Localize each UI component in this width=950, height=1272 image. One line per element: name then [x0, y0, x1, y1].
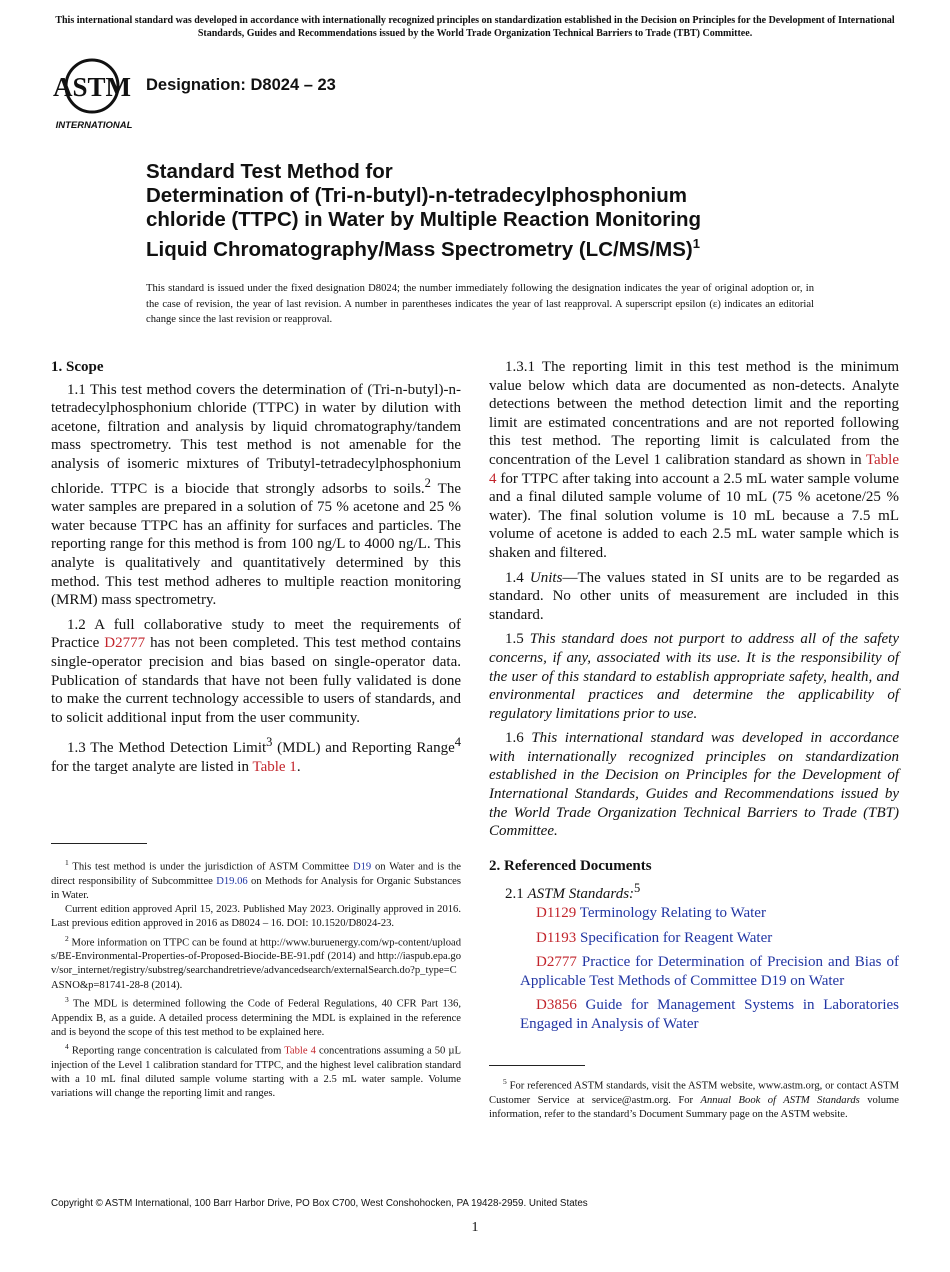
footnotes-left: [51, 856, 461, 1101]
reference-title[interactable]: Terminology Relating to Water: [579, 905, 766, 922]
reference-code[interactable]: D3856: [536, 997, 577, 1014]
left-column: [51, 358, 461, 782]
paragraph-1-6: 1.6 This international standard was developed in accordance with internationally recognized principles on standardization established in the Decision on Principles for the Development of International Standards, Guides and Recommendations issued by the World Trade Organization Technical Barriers to Trade (TBT) Committee.: [489, 730, 900, 840]
reference-item[interactable]: [489, 996, 899, 1033]
footnote-mark[interactable]: 1: [692, 236, 700, 251]
title-line: Determination of (Tri-n-butyl)-n-tetradecylphosphonium: [146, 184, 687, 207]
issuance-note: This standard is issued under the fixed designation D8024; the number immediately following the designation indicates the year of original adoption or, in the case of revision, the year of last revision. A number in parentheses indicates the year of last reapproval. A superscript epsilon (ε) indicates an editorial change since the last revision or reapproval.: [146, 283, 814, 325]
paragraph-1-1: 1.1 This test method covers the determination of (Tri-n-butyl)-n-tetradecylphosphonium chloride (TTPC) in water by dilution with acetone, filtration and analysis by liquid chromatography/tandem mass spectrometry. This test method is not amenable for the analysis of isomeric mixtures of Tributyl-tetradecylphosphonium chloride. TTPC is a biocide that strongly adsorbs to soils.$^2$ The water samples are prepared in a solution of 75 % acetone and 25 % water because TTPC has an affinity for surfaces and particles. The reporting range for this method is from 100 ng/L to 4000 ng/L. This analyte is qualitatively and quantitatively determined by this method. This test method adheres to multiple reaction monitoring (MRM) mass spectrometry.: [51, 381, 461, 609]
reference-item[interactable]: [489, 953, 899, 990]
footnote-1: $^1$ This test method is under the jurisdiction of ASTM Committee D19 on Water and is the direct responsibility of Subcommittee D19.06 on Methods for Analysis for Organic Substances in Water.: [51, 858, 461, 901]
astm-logo: [52, 56, 136, 132]
section-heading-referenced-documents: 2. Referenced Documents: [489, 857, 652, 874]
link-d2777[interactable]: D2777: [104, 635, 146, 652]
title-line: chloride (TTPC) in Water by Multiple Reaction Monitoring: [146, 208, 702, 231]
paragraph-1-3-1: 1.3.1 The reporting limit in this test method is the minimum value below which data are documented as non-detects. Analyte detections between the method detection limit and the reporting limit are estimated concentrations and are not reported following this test method. The reporting limit is calculated from the concentration of the Level 1 calibration standard as shown in Table 4 for TTPC after taking into account a 2.5 mL water sample volume and a final diluted sample volume of 10 mL (75 % acetone/25 % water). The final solution volume is 10 mL because a 7.5 mL volume of acetone is added to each 2.5 mL water sample which is shaken and filtered.: [489, 359, 899, 561]
astm-logo-icon: [52, 56, 136, 132]
footnote-5: $^5$ For referenced ASTM standards, visit the ASTM website, www.astm.org, or contact ASTM Customer Service at service@astm.org. For Annual Book of ASTM Standards volume information, refer to the standard’s Document Summary page on the ASTM website.: [489, 1077, 899, 1120]
reference-title[interactable]: Specification for Reagent Water: [580, 929, 773, 946]
paragraph-1-3: 1.3 The Method Detection Limit$^3$ (MDL) and Reporting Range$^4$ for the target analyte are listed in Table 1.: [51, 735, 461, 775]
subsection-astm-standards: 2.1 ASTM Standards:$^5$: [505, 881, 641, 903]
title-line: [146, 232, 846, 262]
footnotes-right: [489, 1075, 899, 1122]
reference-title[interactable]: Guide for Management Systems in Laboratories Engaged in Analysis of Water: [520, 997, 899, 1032]
designation: Designation: D8024 – 23: [146, 76, 336, 94]
link-table-4[interactable]: Table 4: [284, 1045, 316, 1057]
paragraph-1-5: 1.5 This standard does not purport to address all of the safety concerns, if any, associated with its use. It is the responsibility of the user of this standard to establish appropriate safety, health, and environmental practices and determine the applicability of regulatory limitations prior to use.: [489, 631, 900, 722]
paragraph-1-4: 1.4 Units—The values stated in SI units are to be regarded as standard. No other units of measurement are included in this standard.: [489, 569, 899, 623]
page-number: 1: [471, 1220, 479, 1235]
reference-code[interactable]: D1193: [536, 929, 577, 946]
reference-title[interactable]: Practice for Determination of Precision and Bias of Applicable Test Methods of Committee D19 on Water: [520, 954, 899, 989]
link-table-1[interactable]: Table 1: [252, 758, 297, 775]
section-heading-scope: 1. Scope: [51, 359, 104, 375]
logo-subtext: INTERNATIONAL: [55, 120, 133, 131]
footnote-2: $^2$ More information on TTPC can be found at http://www.buruenergy.com/wp-content/uploads/BE-Environmental-Properties-of-Proposed-Biocide-BE-91.pdf (2014) and http://iaspub.epa.gov/sor_internet/registry/substreg/searchandretrieve/advancedsearch/externalSearch.do?p_type=CASNO&p=81741-28-8 (2014).: [51, 933, 461, 991]
title-line: Standard Test Method for: [146, 160, 393, 183]
reference-item[interactable]: [489, 904, 899, 923]
reference-item[interactable]: [489, 929, 899, 948]
footnote-mark[interactable]: 2: [424, 475, 431, 490]
footnote-4: $^4$ Reporting range concentration is calculated from Table 4 concentrations assuming a 50 µL injection of the Level 1 calibration standard for TTPC, and the highest level calibration standard with a 10 mL final diluted sample volume starting with a 2.5 mL water sample. Volume variations will change the reporting limit and ranges.: [51, 1042, 461, 1100]
logo-wordmark: ASTM: [52, 72, 132, 102]
reference-code[interactable]: D1129: [536, 905, 577, 922]
footnote-mark[interactable]: 4: [454, 735, 461, 750]
footnote-mark[interactable]: 3: [266, 735, 273, 750]
tbt-banner: This international standard was developed in accordance with internationally recognized principles on standardization established in the Decision on Principles for the Development of International Standards, Guides and Recommendations issued by the World Trade Organization Technical Barriers to Trade (TBT) Committee.: [55, 15, 895, 39]
copyright-notice: Copyright © ASTM International, 100 Barr Harbor Drive, PO Box C700, West Conshohocken, PA 19428-2959. United States: [51, 1198, 588, 1209]
link-table-4[interactable]: Table 4: [489, 451, 899, 487]
link-d19[interactable]: D19: [352, 861, 372, 873]
right-column: [489, 358, 899, 1040]
footnote-divider: [51, 843, 147, 844]
page-title: [146, 160, 846, 262]
paragraph-1-2: 1.2 A full collaborative study to meet the requirements of Practice D2777 has not been completed. This test method contains single-operator precision and bias based on single-operator data. Publication of standards that have not been fully validated is done to make the current technology accessible to users of standards, and to solicit additional input from the user community.: [51, 616, 461, 726]
reference-code[interactable]: D2777: [536, 954, 577, 971]
footnote-mark[interactable]: 5: [634, 881, 641, 896]
footnote-1-current-edition: Current edition approved April 15, 2023. Published May 2023. Originally approved in 2016. Last previous edition approved in 2016 as D8024 – 16. DOI: 10.1520/D8024-23.: [51, 904, 461, 930]
footnote-divider: [489, 1065, 585, 1066]
footnote-3: $^3$ The MDL is determined following the Code of Federal Regulations, 40 CFR Part 136, Appendix B, as a guide. A detailed process determining the MDL is explained in the reference and is beyond the scope of this test method to be explained here.: [51, 994, 461, 1038]
title-line-text: Liquid Chromatography/Mass Spectrometry (LC/MS/MS): [146, 237, 693, 261]
link-d19-06[interactable]: D19.06: [216, 875, 248, 887]
